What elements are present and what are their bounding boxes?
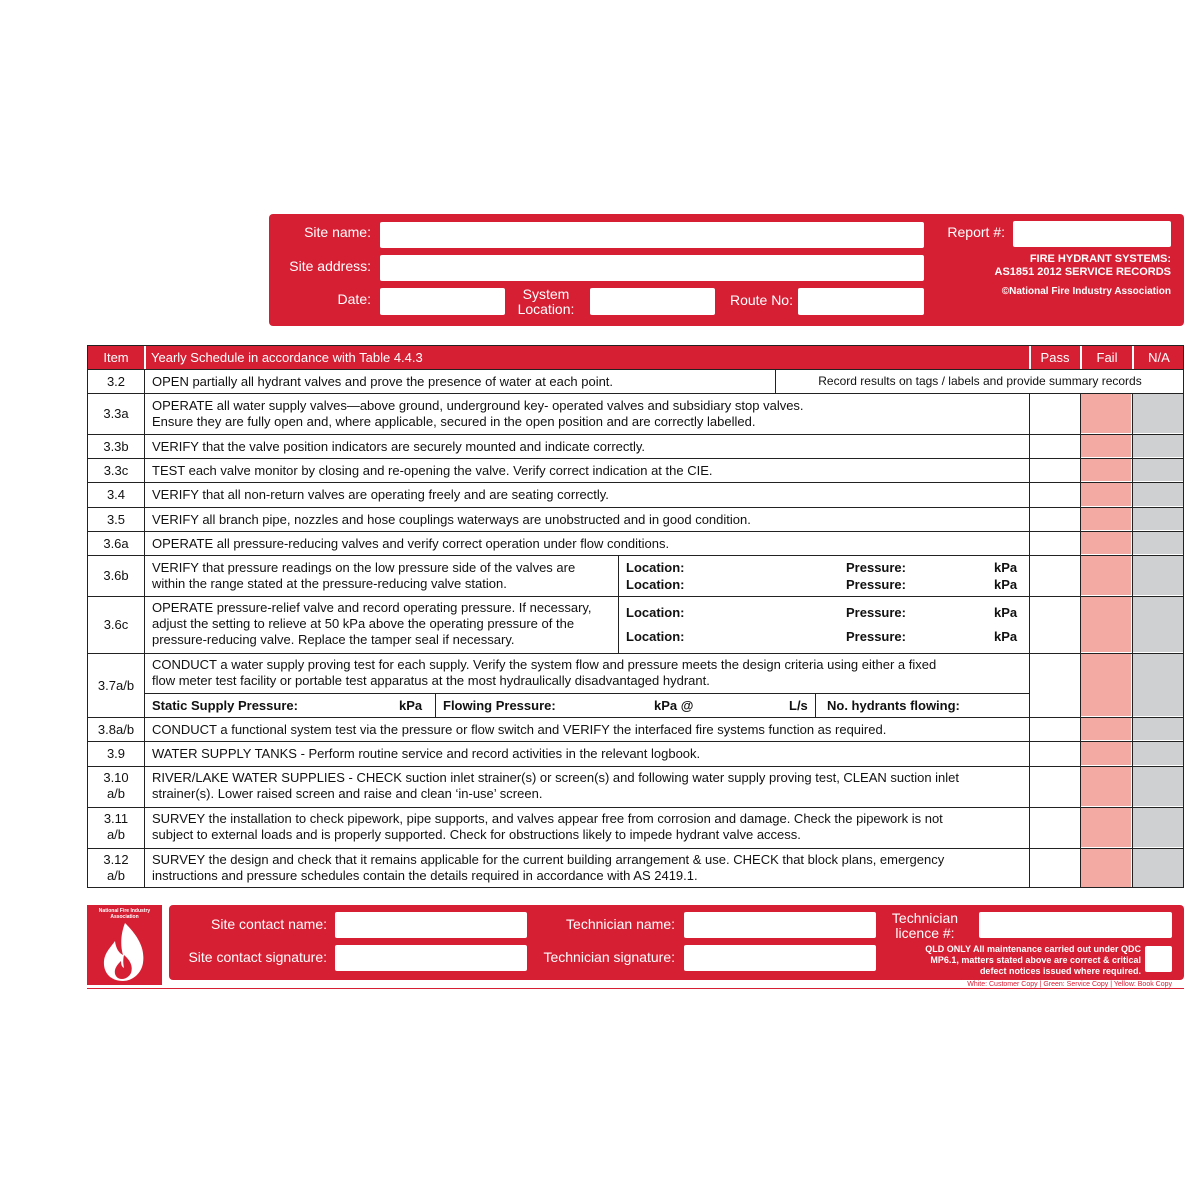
report-number-label: Report #: (947, 224, 1005, 240)
na-checkbox-3-6b[interactable] (1133, 556, 1183, 595)
location-label: Location: (626, 605, 685, 620)
item-number: 3.2 (106, 374, 126, 389)
fail-checkbox-3-8[interactable] (1081, 718, 1131, 740)
fail-checkbox-3-3c[interactable] (1081, 459, 1131, 481)
copy-distribution-note: White: Customer Copy | Green: Service Copy | Yellow: Book Copy (967, 981, 1172, 988)
hydrants-flowing-label: No. hydrants flowing: (827, 698, 960, 713)
fail-checkbox-3-7[interactable] (1081, 654, 1131, 716)
pressure-label: Pressure: (846, 577, 906, 592)
flowing-pressure-label: Flowing Pressure: (443, 698, 556, 713)
date-field[interactable] (380, 288, 505, 315)
na-checkbox-3-3b[interactable] (1133, 435, 1183, 457)
site-address-field[interactable] (380, 255, 924, 281)
item-number: 3.6b (103, 568, 129, 583)
fail-checkbox-3-12[interactable] (1081, 849, 1131, 887)
flame-icon (87, 905, 162, 985)
route-no-field[interactable] (798, 288, 924, 315)
task-text: VERIFY that the valve position indicators are securely mounted and indicate correctly. (152, 439, 646, 454)
task-text: CONDUCT a water supply proving test for each supply. Verify the system flow and pressure meets the design criteria using either a fixed flow meter test facility or portable test apparatus at the most hydraulically disadvantaged hydrant. (152, 657, 937, 688)
system-location-label: System Location: (517, 286, 575, 317)
qld-checkbox[interactable] (1145, 946, 1172, 972)
pressure-label: Pressure: (846, 629, 906, 644)
task-text: SURVEY the installation to check pipework, pipe supports, and valves appear free from corrosion and damage. Check the pipework is not subject to external loads and is properly supported. Check for obstructions likely to impede hydrant valve access. (152, 811, 943, 842)
na-checkbox-3-12[interactable] (1133, 849, 1183, 887)
site-address-label: Site address: (289, 258, 371, 274)
task-text: OPEN partially all hydrant valves and prove the presence of water at each point. (152, 374, 614, 389)
location-label: Location: (626, 577, 685, 592)
technician-licence-label: Technician licence #: (891, 910, 959, 941)
logo-country: Australia (136, 981, 162, 987)
item-number: 3.3b (103, 439, 129, 454)
form-title: FIRE HYDRANT SYSTEMS: AS1851 2012 SERVICE RECORDS (994, 253, 1171, 278)
task-text: OPERATE all pressure-reducing valves and verify correct operation under flow conditions. (152, 536, 670, 551)
nfia-logo (87, 905, 162, 985)
col-header-schedule: Yearly Schedule in accordance with Table 4.4.3 (151, 350, 423, 365)
kpa-at-label: kPa @ (654, 698, 694, 713)
task-text: OPERATE all water supply valves—above ground, underground key- operated valves and subsidiary stop valves. Ensure they are fully open and, where applicable, secured in the open position and are correctly labelled. (152, 398, 804, 429)
item-number: 3.3a (103, 406, 129, 421)
task-text: CONDUCT a functional system test via the pressure or flow switch and VERIFY the interfaced fire systems function as required. (152, 722, 887, 737)
fail-checkbox-3-6c[interactable] (1081, 597, 1131, 652)
task-text: SURVEY the design and check that it remains applicable for the current building arrangement & use. CHECK that block plans, emergency instructions and pressure schedules contain the details required in accordance with AS 2419.1. (152, 852, 945, 883)
fail-checkbox-3-9[interactable] (1081, 742, 1131, 765)
na-checkbox-3-7[interactable] (1133, 654, 1183, 716)
fail-checkbox-3-10[interactable] (1081, 767, 1131, 806)
task-text: WATER SUPPLY TANKS - Perform routine service and record activities in the relevant logbook. (152, 746, 701, 761)
fail-checkbox-3-3a[interactable] (1081, 394, 1131, 433)
item-number: 3.7a/b (97, 678, 135, 693)
fail-checkbox-3-6b[interactable] (1081, 556, 1131, 595)
schedule-table (87, 345, 1184, 888)
table-header-row (88, 346, 1183, 370)
item-number: 3.3c (103, 463, 129, 478)
technician-name-field[interactable] (684, 912, 876, 938)
item-number: 3.12 a/b (103, 852, 129, 883)
na-checkbox-3-3c[interactable] (1133, 459, 1183, 481)
form-header (269, 214, 1184, 326)
form-footer (169, 905, 1184, 980)
location-label: Location: (626, 629, 685, 644)
technician-signature-field[interactable] (684, 945, 876, 971)
col-header-na: N/A (1148, 350, 1170, 365)
fail-checkbox-3-6a[interactable] (1081, 532, 1131, 554)
item-number: 3.10 a/b (103, 770, 129, 801)
route-no-label: Route No: (729, 292, 793, 308)
col-header-pass: Pass (1040, 350, 1070, 365)
site-contact-name-field[interactable] (335, 912, 527, 938)
site-name-label: Site name: (304, 224, 371, 240)
na-checkbox-3-9[interactable] (1133, 742, 1183, 765)
site-contact-signature-label: Site contact signature: (188, 949, 327, 965)
kpa-label: kPa (994, 560, 1018, 575)
fail-checkbox-3-5[interactable] (1081, 508, 1131, 530)
na-checkbox-3-6c[interactable] (1133, 597, 1183, 652)
item-number: 3.4 (106, 487, 126, 502)
fail-checkbox-3-3b[interactable] (1081, 435, 1131, 457)
site-contact-signature-field[interactable] (335, 945, 527, 971)
kpa-label: kPa (994, 577, 1018, 592)
pressure-label: Pressure: (846, 605, 906, 620)
system-location-field[interactable] (590, 288, 715, 315)
na-checkbox-3-4[interactable] (1133, 483, 1183, 506)
item-number: 3.8a/b (97, 722, 135, 737)
task-text: VERIFY that pressure readings on the low pressure side of the valves are within the range stated at the pressure-reducing valve station. (152, 560, 576, 591)
item-number: 3.11 a/b (103, 811, 129, 842)
na-checkbox-3-5[interactable] (1133, 508, 1183, 530)
item-number: 3.9 (106, 746, 126, 761)
ls-label: L/s (789, 698, 808, 713)
task-text: TEST each valve monitor by closing and re-opening the valve. Verify correct indication at the CIE. (152, 463, 713, 478)
fail-checkbox-3-11[interactable] (1081, 808, 1131, 847)
qld-notice: QLD ONLY All maintenance carried out under QDC MP6.1, matters stated above are correct & critical defect notices issued where required. (925, 944, 1141, 976)
na-checkbox-3-6a[interactable] (1133, 532, 1183, 554)
record-note: Record results on tags / labels and provide summary records (818, 374, 1142, 388)
site-name-field[interactable] (380, 222, 924, 248)
fail-checkbox-3-4[interactable] (1081, 483, 1131, 506)
kpa-label: kPa (399, 698, 423, 713)
static-supply-pressure-label: Static Supply Pressure: (152, 698, 298, 713)
task-text: OPERATE pressure-relief valve and record operating pressure. If necessary, adjust the setting to relieve at 50 kPa above the operating pressure of the pressure-reducing valve. Replace the tamper seal if necessary. (152, 600, 592, 647)
na-checkbox-3-11[interactable] (1133, 808, 1183, 847)
kpa-label: kPa (994, 629, 1018, 644)
date-label: Date: (337, 291, 371, 307)
logo-org-name: National Fire Industry Association (98, 908, 151, 920)
item-number: 3.6c (103, 617, 129, 632)
site-contact-name-label: Site contact name: (211, 916, 327, 932)
task-text: VERIFY all branch pipe, nozzles and hose couplings waterways are unobstructed and in good condition. (152, 512, 751, 527)
technician-licence-field[interactable] (979, 912, 1172, 938)
na-checkbox-3-3a[interactable] (1133, 394, 1183, 433)
col-header-item: Item (103, 350, 129, 365)
pressure-label: Pressure: (846, 560, 906, 575)
task-text: RIVER/LAKE WATER SUPPLIES - CHECK suction inlet strainer(s) or screen(s) and following water supply proving test, CLEAN suction inlet strainer(s). Lower raised screen and raise and clean ‘in-use’ screen. (152, 770, 960, 801)
na-checkbox-3-8[interactable] (1133, 718, 1183, 740)
technician-signature-label: Technician signature: (543, 949, 675, 965)
technician-name-label: Technician name: (566, 916, 675, 932)
col-header-fail: Fail (1096, 350, 1118, 365)
copyright-text: ©National Fire Industry Association (1001, 286, 1171, 297)
task-text: VERIFY that all non-return valves are operating freely and are seating correctly. (152, 487, 609, 502)
item-number: 3.6a (103, 536, 129, 551)
location-label: Location: (626, 560, 685, 575)
report-number-field[interactable] (1013, 221, 1171, 247)
kpa-label: kPa (994, 605, 1018, 620)
item-number: 3.5 (106, 512, 126, 527)
na-checkbox-3-10[interactable] (1133, 767, 1183, 806)
